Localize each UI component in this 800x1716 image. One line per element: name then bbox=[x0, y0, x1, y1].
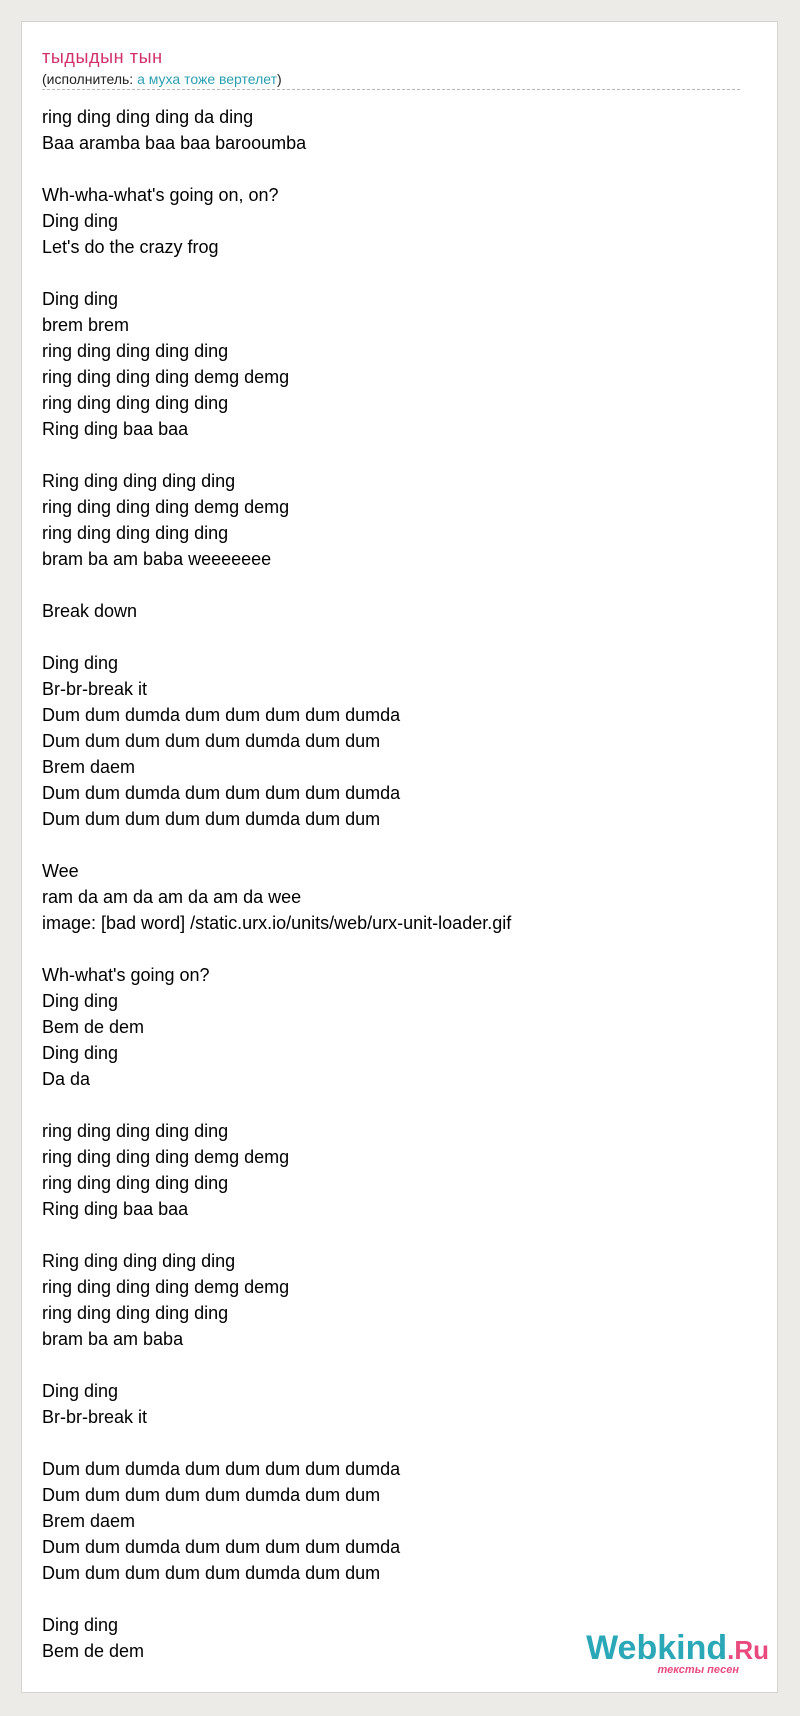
lyric-line bbox=[42, 156, 742, 182]
lyric-line: Dum dum dumda dum dum dum dum dumda bbox=[42, 705, 401, 725]
logo-name: Webkind bbox=[586, 1629, 728, 1667]
lyric-line bbox=[42, 260, 742, 286]
lyric-line: ring ding ding ding da ding bbox=[42, 107, 254, 127]
artist-line bbox=[42, 70, 740, 88]
lyric-line: Ring ding baa baa bbox=[42, 419, 189, 439]
lyric-line: Ring ding ding ding ding bbox=[42, 1251, 236, 1271]
lyric-line: image: [bad word] /static.urx.io/units/web/urx-unit-loader.gif bbox=[42, 913, 512, 933]
lyric-line: ring ding ding ding demg demg bbox=[42, 1277, 290, 1297]
lyrics-text bbox=[42, 104, 742, 1664]
song-title: тыдыдын тын bbox=[42, 47, 163, 67]
lyric-line: Dum dum dum dum dum dumda dum dum bbox=[42, 809, 381, 829]
lyric-line bbox=[42, 1352, 742, 1378]
lyric-line: ring ding ding ding ding bbox=[42, 523, 229, 543]
lyric-line bbox=[42, 624, 742, 650]
lyric-line: ring ding ding ding ding bbox=[42, 1121, 229, 1141]
lyric-line: Dum dum dumda dum dum dum dum dumda bbox=[42, 1459, 401, 1479]
lyric-line: ring ding ding ding demg demg bbox=[42, 1147, 290, 1167]
song-header bbox=[42, 46, 740, 90]
artist-link[interactable]: а муха тоже вертелет bbox=[137, 71, 278, 87]
lyric-line: Bem de dem bbox=[42, 1641, 145, 1661]
lyric-line: Ding ding bbox=[42, 1381, 119, 1401]
artist-prefix: (исполнитель: bbox=[42, 71, 138, 87]
lyric-line: bram ba am baba bbox=[42, 1329, 184, 1349]
lyric-line: Baa aramba baa baa barooumba bbox=[42, 133, 307, 153]
lyric-line bbox=[42, 832, 742, 858]
lyric-line: Dum dum dumda dum dum dum dum dumda bbox=[42, 1537, 401, 1557]
logo-tagline: тексты песен bbox=[657, 1664, 739, 1676]
lyric-line bbox=[42, 1222, 742, 1248]
lyric-line: ring ding ding ding ding bbox=[42, 1303, 229, 1323]
lyric-line bbox=[42, 572, 742, 598]
lyric-line: Wh-wha-what's going on, on? bbox=[42, 185, 279, 205]
lyric-line: Ding ding bbox=[42, 1615, 119, 1635]
lyric-line: Ding ding bbox=[42, 653, 119, 673]
lyric-line: Br-br-break it bbox=[42, 679, 148, 699]
lyric-line: Ding ding bbox=[42, 211, 119, 231]
lyric-line: Let's do the crazy frog bbox=[42, 237, 219, 257]
lyric-line: Dum dum dum dum dum dumda dum dum bbox=[42, 731, 381, 751]
lyric-line: Wee bbox=[42, 861, 79, 881]
lyric-line: ring ding ding ding ding bbox=[42, 1173, 229, 1193]
lyric-line: Dum dum dum dum dum dumda dum dum bbox=[42, 1485, 381, 1505]
lyric-line bbox=[42, 1430, 742, 1456]
lyric-line: Break down bbox=[42, 601, 138, 621]
lyric-line: Ding ding bbox=[42, 991, 119, 1011]
lyric-line: Dum dum dumda dum dum dum dum dumda bbox=[42, 783, 401, 803]
lyric-line: ring ding ding ding ding bbox=[42, 393, 229, 413]
lyric-line: ring ding ding ding demg demg bbox=[42, 367, 290, 387]
lyric-line bbox=[42, 442, 742, 468]
lyric-line: Ding ding bbox=[42, 1043, 119, 1063]
lyric-line: Wh-what's going on? bbox=[42, 965, 210, 985]
lyric-line: Br-br-break it bbox=[42, 1407, 148, 1427]
lyric-line: ring ding ding ding ding bbox=[42, 341, 229, 361]
lyric-line bbox=[42, 1092, 742, 1118]
lyric-line: Ding ding bbox=[42, 289, 119, 309]
lyric-line: ring ding ding ding demg demg bbox=[42, 497, 290, 517]
artist-suffix: ) bbox=[277, 71, 282, 87]
lyrics-card bbox=[21, 21, 778, 1693]
webkind-logo[interactable] bbox=[569, 1628, 769, 1684]
lyric-line: Ring ding ding ding ding bbox=[42, 471, 236, 491]
lyric-line: ram da am da am da am da wee bbox=[42, 887, 302, 907]
lyric-line: Brem daem bbox=[42, 1511, 136, 1531]
lyric-line: Ring ding baa baa bbox=[42, 1199, 189, 1219]
lyric-line: Da da bbox=[42, 1069, 91, 1089]
lyric-line bbox=[42, 936, 742, 962]
lyric-line: Dum dum dum dum dum dumda dum dum bbox=[42, 1563, 381, 1583]
lyric-line bbox=[42, 1586, 742, 1612]
lyric-line: brem brem bbox=[42, 315, 130, 335]
logo-tld: .Ru bbox=[727, 1635, 769, 1665]
lyric-line: bram ba am baba weeeeeee bbox=[42, 549, 272, 569]
lyric-line: Bem de dem bbox=[42, 1017, 145, 1037]
lyric-line: Brem daem bbox=[42, 757, 136, 777]
